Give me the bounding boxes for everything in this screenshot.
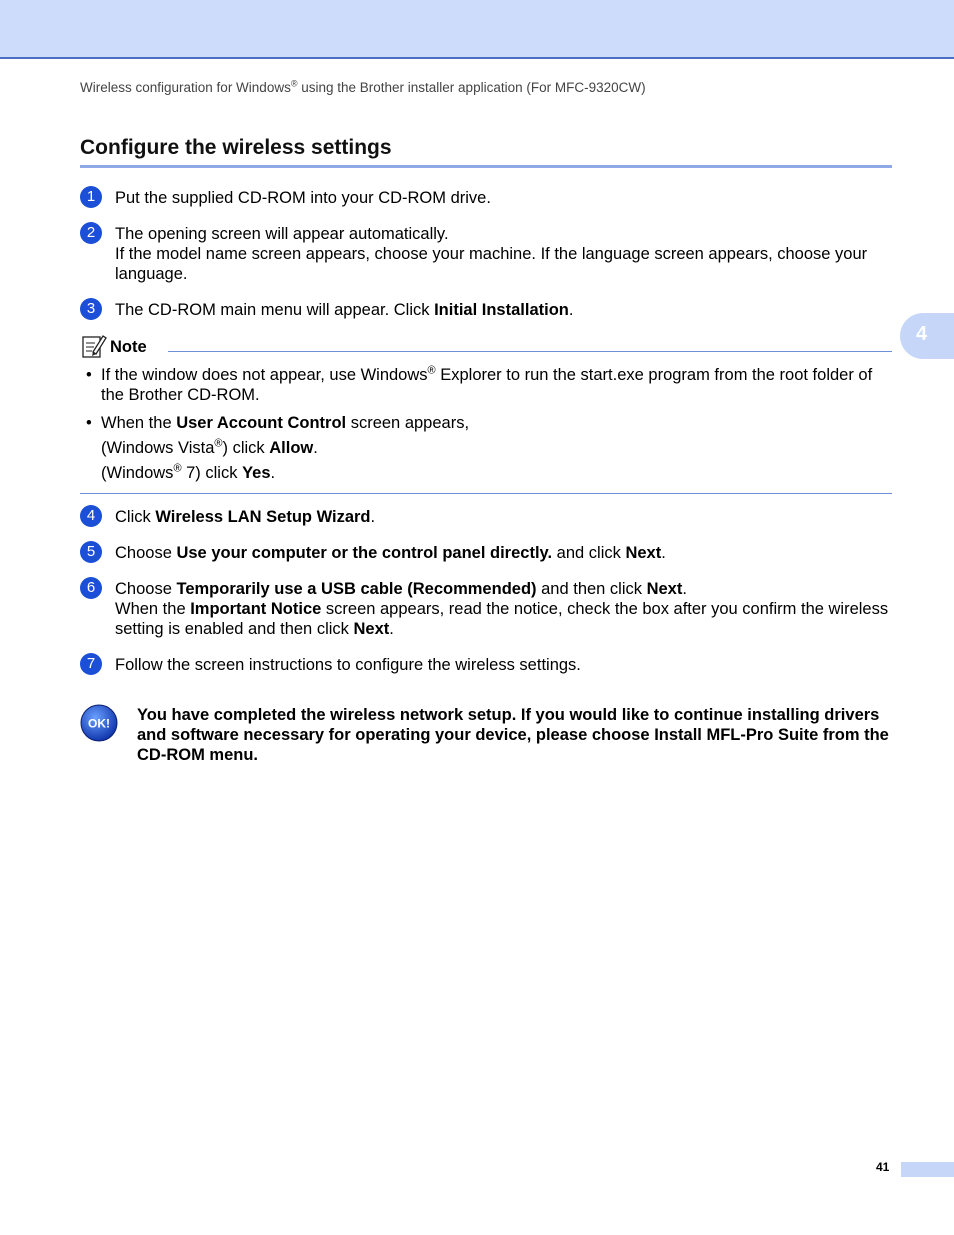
step-text (115, 579, 892, 639)
ui-term: Allow (269, 439, 314, 457)
step-number-badge: 6 (80, 577, 102, 599)
step-number-badge: 7 (80, 653, 102, 675)
ui-term: Wireless LAN Setup Wizard (155, 508, 371, 526)
bullet-dot: • (86, 414, 92, 432)
step-text (115, 224, 892, 284)
registered-mark: ® (290, 78, 298, 89)
header-band (0, 0, 954, 59)
step-line: Choose Temporarily use a USB cable (Recommended) and then click Next. (115, 580, 687, 598)
registered-mark: ® (173, 462, 182, 475)
running-header-text: Wireless configuration for Windows (80, 80, 291, 95)
step-text: Follow the screen instructions to configure the wireless settings. (115, 656, 581, 674)
step-number-badge: 4 (80, 505, 102, 527)
ui-term: Next (646, 580, 683, 598)
ok-badge-label: OK! (88, 716, 110, 731)
note-win7-line: (Windows® 7) click Yes. (101, 462, 276, 482)
step-text: Click Wireless LAN Setup Wizard. (115, 508, 376, 526)
registered-mark: ® (427, 364, 436, 377)
ui-term: Temporarily use a USB cable (Recommended) (176, 580, 537, 598)
note-label: Note (110, 338, 147, 356)
bullet-dot: • (86, 366, 92, 384)
ui-term: Next (353, 620, 390, 638)
ui-term: Use your computer or the control panel directly. (176, 544, 553, 562)
step-number-badge: 1 (80, 186, 102, 208)
ui-term: User Account Control (176, 414, 347, 432)
title-underline (80, 165, 892, 168)
ui-term: Yes (242, 464, 271, 482)
step-number-badge: 5 (80, 541, 102, 563)
note-vista-line: (Windows Vista®) click Allow. (101, 437, 318, 457)
chapter-tab (900, 313, 954, 359)
step-line: When the Important Notice screen appears, read the notice, check the box after you confirm the wireless setting is enabled and then click Next. (115, 600, 889, 638)
step-text: The CD-ROM main menu will appear. Click Initial Installation. (115, 301, 574, 319)
step-number-badge: 2 (80, 222, 102, 244)
completion-message: You have completed the wireless network setup. If you would like to continue installing drivers and software necessary for operating your device, please choose Install MFL-Pro Suite from the CD-ROM menu. (137, 706, 889, 764)
step-number-badge: 3 (80, 298, 102, 320)
note-rule (168, 351, 892, 352)
chapter-number: 4 (916, 323, 928, 345)
registered-mark: ® (214, 437, 223, 450)
step-text: Put the supplied CD-ROM into your CD-ROM drive. (115, 189, 491, 207)
ok-badge-icon (80, 704, 118, 742)
ui-term: Next (625, 544, 662, 562)
running-header (80, 80, 646, 95)
note-pencil-icon (81, 333, 107, 359)
bullet-text: If the window does not appear, use Windows® Explorer to run the start.exe program from the root folder of the Brother CD-ROM. (101, 364, 873, 404)
page-footer-tab (901, 1162, 954, 1177)
step-line: If the model name screen appears, choose your machine. If the language screen appears, choose your language. (115, 245, 868, 283)
page-number: 41 (876, 1160, 890, 1174)
step-text: Choose Use your computer or the control panel directly. and click Next. (115, 544, 666, 562)
section-title: Configure the wireless settings (80, 136, 392, 159)
bullet-text: When the User Account Control screen appears, (101, 414, 470, 432)
ui-term: Important Notice (190, 600, 322, 618)
note-header (80, 333, 892, 359)
running-header-text-end: using the Brother installer application (For MFC-9320CW) (297, 80, 646, 95)
ui-term: Initial Installation (434, 301, 569, 319)
step-line: The opening screen will appear automatically. (115, 225, 449, 243)
note-bottom-rule (80, 493, 892, 494)
